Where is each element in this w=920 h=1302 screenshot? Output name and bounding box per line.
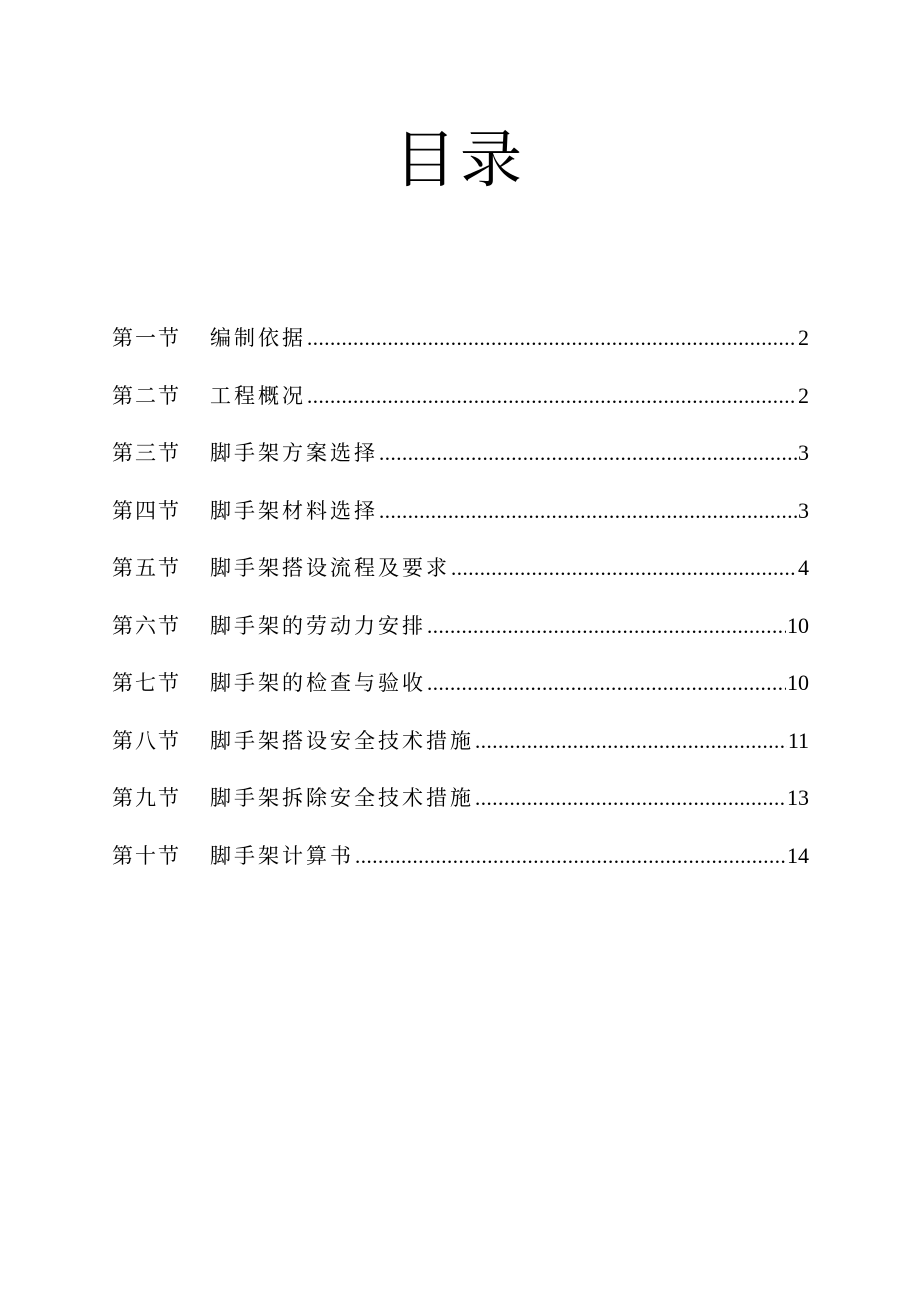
toc-entry-1[interactable] [112,318,809,376]
toc-section-number: 第四节 [112,498,181,523]
toc-heading: 脚手架搭设安全技术措施 [210,728,474,753]
toc-entry-3[interactable] [112,433,809,491]
toc-dot-leader [307,376,797,416]
toc-section-number: 第一节 [112,326,181,350]
toc-heading: 脚手架的检查与验收 [210,671,426,695]
toc-dot-leader [379,433,797,473]
toc-heading: 脚手架拆除安全技术措施 [210,786,474,810]
toc-page-number: 10 [787,670,809,695]
toc-section-number: 第六节 [112,613,181,638]
toc-page-number: 2 [798,382,809,408]
toc-dot-leader [355,836,786,876]
toc-section-number: 第十节 [112,843,181,868]
toc-dot-leader [427,663,786,703]
toc-dot-leader [379,491,797,531]
toc-dot-leader [307,318,797,358]
toc-page-number: 3 [798,497,809,523]
toc-dot-leader [451,548,797,588]
toc-dot-leader [427,606,786,646]
toc-section-number: 第七节 [112,671,181,695]
toc-dot-leader [475,778,786,818]
toc-entry-7[interactable] [112,663,809,721]
toc-heading: 工程概况 [210,383,306,408]
toc-heading: 脚手架材料选择 [210,498,378,523]
toc-entry-10[interactable] [112,836,809,894]
toc-page-number: 3 [798,440,809,465]
toc-page-number: 4 [798,555,809,580]
toc-section-number: 第二节 [112,383,181,408]
toc-entry-9[interactable] [112,778,809,836]
toc-entry-8[interactable] [112,721,809,779]
toc-page-number: 10 [787,612,809,638]
toc-entry-5[interactable] [112,548,809,606]
toc-section-number: 第八节 [112,728,181,753]
table-of-contents [112,318,809,893]
toc-heading: 脚手架的劳动力安排 [210,613,426,638]
toc-section-number: 第九节 [112,786,181,810]
toc-page-number: 11 [787,727,809,753]
toc-entry-2[interactable] [112,376,809,434]
toc-heading: 脚手架计算书 [210,843,354,868]
toc-page-number: 2 [798,325,809,350]
toc-heading: 脚手架搭设流程及要求 [210,556,450,580]
toc-page-number: 14 [787,842,809,868]
toc-heading: 脚手架方案选择 [210,441,378,465]
toc-dot-leader [475,721,787,761]
toc-entry-6[interactable] [112,606,809,664]
toc-page-number: 13 [787,785,809,810]
page-title: 目录 [393,123,526,196]
toc-section-number: 第三节 [112,441,181,465]
toc-section-number: 第五节 [112,556,181,580]
toc-entry-4[interactable] [112,491,809,549]
toc-heading: 编制依据 [210,326,306,350]
